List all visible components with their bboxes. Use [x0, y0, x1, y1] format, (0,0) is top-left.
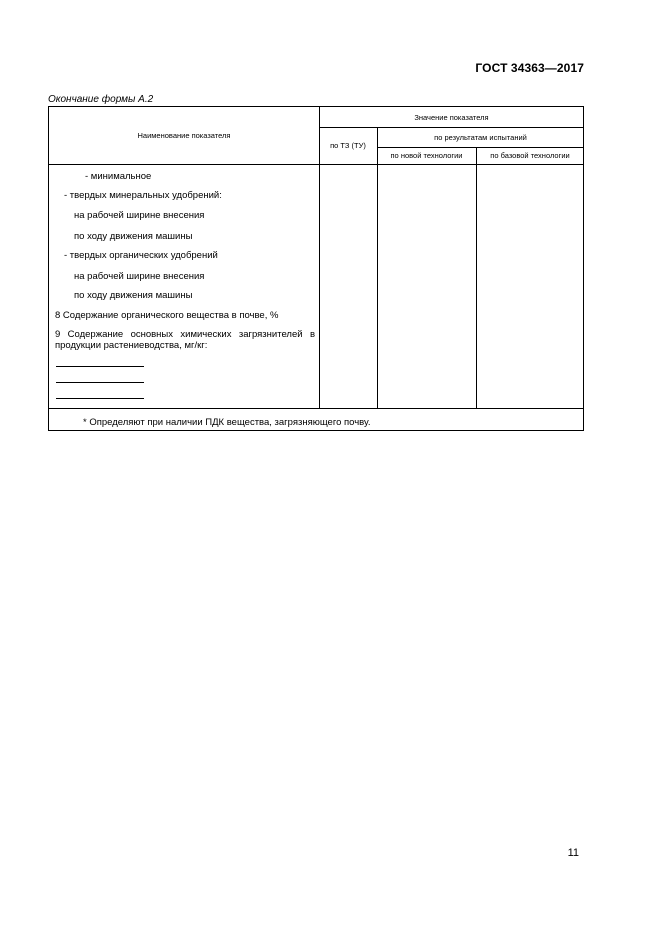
header-indicator-value: Значение показателя: [414, 112, 489, 122]
footnote: * Определяют при наличии ПДК вещества, загрязняющего почву.: [83, 417, 371, 428]
header-tz: по ТЗ (ТУ): [330, 141, 366, 150]
blank-line: [56, 398, 144, 399]
header-bottom-line: [49, 164, 583, 165]
blank-line: [56, 382, 144, 383]
row-minimum: - минимальное: [85, 171, 152, 182]
header-new-technology: по новой технологии: [390, 151, 463, 160]
row-solid-mineral-fertilizers: - твердых минеральных удобрений:: [64, 190, 222, 201]
header-indicator-name: Наименование показателя: [137, 131, 231, 140]
form-caption: Окончание формы А.2: [48, 94, 154, 105]
row-mineral-along-motion: по ходу движения машины: [74, 231, 193, 242]
row-solid-organic-fertilizers: - твердых органических удобрений: [64, 250, 218, 261]
row-organic-working-width: на рабочей ширине внесения: [74, 271, 205, 282]
col-divider-tz: [377, 127, 378, 408]
row-chemical-contaminants: 9 Содержание основных химических загрязнителей в продукции растениеводства, мг/кг:: [55, 329, 315, 351]
document-code: ГОСТ 34363—2017: [475, 61, 584, 75]
body-bottom-line: [49, 408, 583, 409]
page-number: 11: [567, 847, 579, 859]
blank-line: [56, 366, 144, 367]
header-test-results: по результатам испытаний: [434, 132, 527, 142]
row-organic-matter-content: 8 Содержание органического вещества в почве, %: [55, 310, 279, 321]
row-mineral-working-width: на рабочей ширине внесения: [74, 210, 205, 221]
row-organic-along-motion: по ходу движения машины: [74, 290, 193, 301]
form-table: [48, 106, 584, 431]
col-divider-new: [476, 147, 477, 408]
header-base-technology: по базовой технологии: [490, 151, 570, 160]
